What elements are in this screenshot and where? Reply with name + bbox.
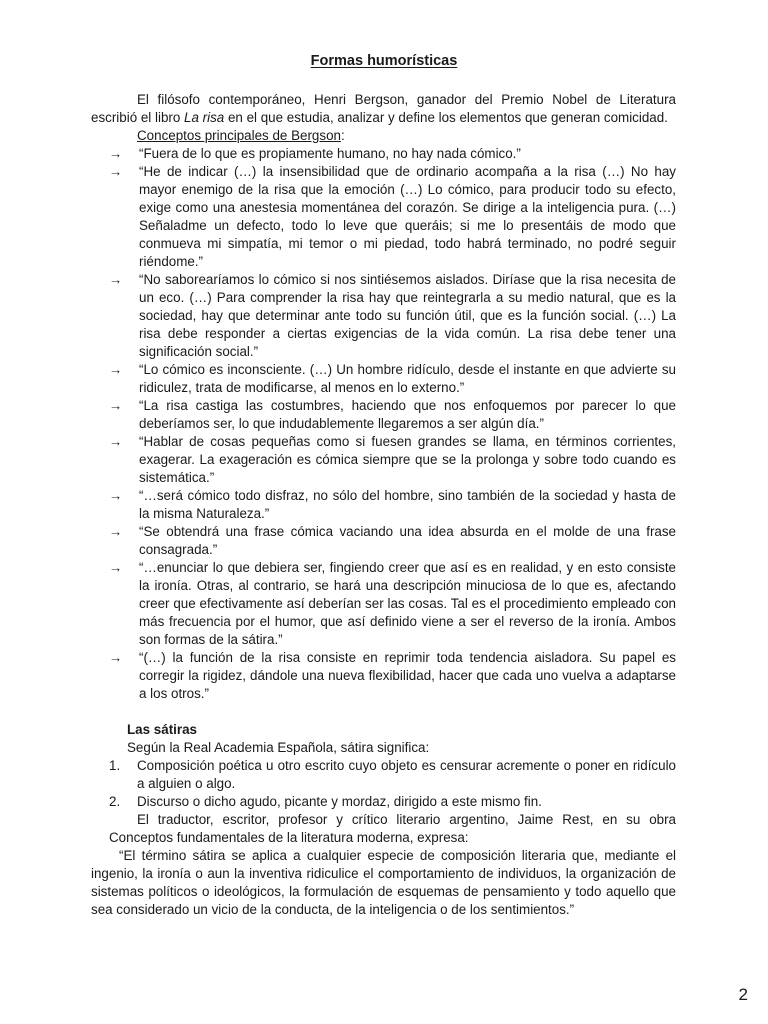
quote-item	[91, 487, 676, 523]
quote-item	[91, 397, 676, 433]
definition-number: 2.	[109, 794, 121, 809]
quote-text: “La risa castiga las costumbres, haciendo que nos enfoquemos por parecer lo que deberíamos ser, lo que indudablemente llegaremos a ser algún día.”	[139, 398, 676, 431]
quote-item	[91, 649, 676, 703]
arrow-icon: →	[109, 398, 123, 413]
arrow-icon: →	[109, 434, 123, 449]
quote-text: “He de indicar (…) la insensibilidad que de ordinario acompaña a la risa (…) No hay mayor enemigo de la risa que la emoción (…) Lo cómico, para producir todo su efecto, exige como una anestesia momentánea del corazón. Se dirige a la inteligencia pura. (…) Señaladme un defecto, todo lo leve que queráis; si me lo presentáis de modo que conmueva mi simpatía, mi temor o mi piedad, todo habrá terminado, no podré seguir riéndome.”	[139, 164, 676, 269]
arrow-icon: →	[109, 362, 123, 377]
document-body	[91, 91, 676, 919]
quote-text: “…será cómico todo disfraz, no sólo del hombre, sino también de la sociedad y hasta de la misma Naturaleza.”	[139, 488, 676, 521]
arrow-icon: →	[109, 146, 123, 161]
concepts-colon: :	[340, 128, 345, 143]
intro-text-1: El filósofo contemporáneo, Henri Bergson, ganador del Premio Nobel de Literatura escribió el libro	[91, 92, 676, 125]
quote-item	[91, 523, 676, 559]
concepts-heading-line	[91, 127, 676, 145]
arrow-icon: →	[109, 650, 123, 665]
satire-heading: Las sátiras	[127, 722, 197, 737]
quote-item	[91, 361, 676, 397]
definition-number: 1.	[109, 758, 121, 773]
quote-text: “Lo cómico es inconsciente. (…) Un hombre ridículo, desde el instante en que advierte su ridiculez, trata de modificarse, al menos en lo externo.”	[139, 362, 676, 395]
rest-intro: El traductor, escritor, profesor y crítico literario argentino, Jaime Rest, en su obra Conceptos fundamentales de la literatura moderna, expresa:	[109, 812, 676, 845]
definition-text: Discurso o dicho agudo, picante y mordaz, dirigido a este mismo fin.	[137, 794, 542, 809]
quote-text: “No saborearíamos lo cómico si nos sintiésemos aislados. Diríase que la risa necesita de un eco. (…) Para comprender la risa hay que reintegrarla a su medio natural, que es la sociedad, hay que determinar ante todo su función útil, que es la función social. (…) La risa debe responder a ciertas exigencias de la vida común. La risa debe tener una significación social.”	[139, 272, 676, 359]
definition-item	[91, 793, 676, 811]
book-title: La risa	[184, 110, 225, 125]
arrow-icon: →	[109, 272, 123, 287]
definition-item	[91, 757, 676, 793]
arrow-icon: →	[109, 560, 123, 575]
quote-item	[91, 145, 676, 163]
quote-item	[91, 163, 676, 271]
intro-paragraph	[91, 91, 676, 127]
quote-item	[91, 433, 676, 487]
spacer	[91, 703, 676, 721]
arrow-icon: →	[109, 488, 123, 503]
quote-item	[91, 559, 676, 649]
concepts-heading: Conceptos principales de Bergson	[137, 128, 341, 143]
quote-list	[91, 145, 676, 703]
quote-text: “Fuera de lo que es propiamente humano, no hay nada cómico.”	[139, 146, 521, 161]
page-number: 2	[738, 985, 748, 1004]
intro-text-2: en el que estudia, analizar y define los elementos que generan comicidad.	[224, 110, 668, 125]
rae-intro: Según la Real Academia Española, sátira significa:	[127, 740, 430, 755]
quote-text: “Hablar de cosas pequeñas como si fuesen grandes se llama, en términos corrientes, exagerar. La exageración es cómica siempre que se la prolonga y sobre todo cuando es sistemática.”	[139, 434, 676, 485]
arrow-icon: →	[109, 524, 123, 539]
arrow-icon: →	[109, 164, 123, 179]
definition-text: Composición poética u otro escrito cuyo objeto es censurar acremente o poner en ridículo a alguien o algo.	[137, 758, 676, 791]
quote-text: “Se obtendrá una frase cómica vaciando una idea absurda en el molde de una frase consagrada.”	[139, 524, 676, 557]
page-title: Formas humorísticas	[310, 53, 458, 69]
quote-text: “…enunciar lo que debiera ser, fingiendo creer que así es en realidad, y en esto consiste la ironía. Otras, al contrario, se hará una descripción minuciosa de lo que es, afectando creer que efectivamente así deberían ser las cosas. Tal es el procedimiento empleado con más frecuencia por el humor, que así definido viene a ser el reverso de la ironía. Ambos son formas de la sátira.”	[139, 560, 676, 647]
quote-text: “(…) la función de la risa consiste en reprimir toda tendencia aisladora. Su papel es corregir la rigidez, dándole una nueva flexibilidad, hacer que cada uno vuelva a adaptarse a los otros.”	[139, 650, 676, 701]
rest-quote: “El término sátira se aplica a cualquier especie de composición literaria que, mediante el ingenio, la ironía o aun la inventiva ridiculice el comportamiento de individuos, la organización de sistemas políticos o ideológicos, la formulación de esquemas de pensamiento y todo aquello que sea considerado un vicio de la conducta, de la inteligencia o de los sentimientos.”	[91, 848, 676, 917]
quote-item	[91, 271, 676, 361]
